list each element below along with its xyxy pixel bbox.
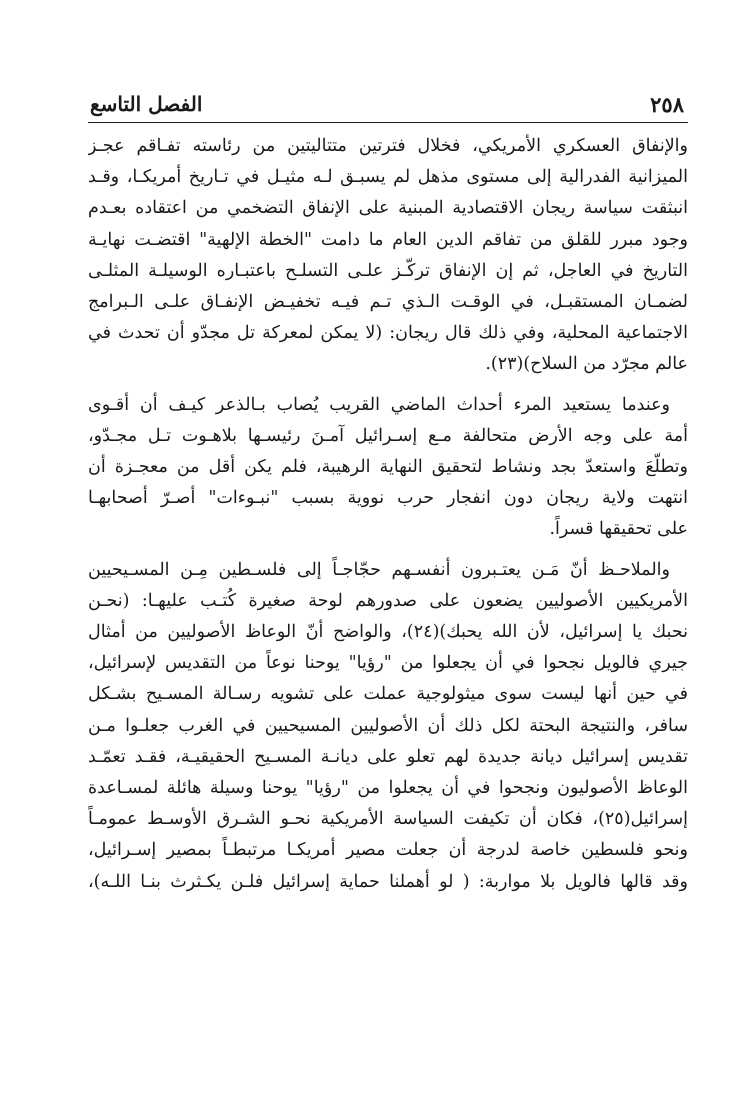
chapter-title: الفصل التاسع [90,92,203,116]
text-line: وقد قالها فالويل بلا مواربة: ( لو أهملنا حماية إسرائيل فلـن يكـثرث بنـا اللـه)، [88,871,688,892]
paragraph [88,390,688,546]
paragraph [88,555,688,898]
text-line: إسرائيل(٢٥)، فكان أن تكيفت السياسة الأمريكية نحـو الشـرق الأوسـط عمومـاً [88,809,688,830]
book-page [88,88,688,898]
text-line: الاجتماعية المحلية، وفي ذلك قال ريجان: (لا يمكن لمعركة تل مجدّو أن تحدث في [88,323,688,344]
text-line: أمة على وجه الأرض متحالفة مـع إسـرائيل آمـنَ رئيسـها بلاهـوت تـل مجـدّو، [88,425,688,446]
text-line: انبثقت سياسة ريجان الاقتصادية المبنية على الإنفاق التضخمي من اعتقاده بعـدم [88,198,688,219]
text-line: الأمريكيين الأصوليين يضعون على صدورهم لوحة صغيرة كُتـب عليهـا: (نحـن [88,590,688,611]
text-line: التاريخ في العاجل، ثم إن الإنفاق تركّـز علـى التسلـح باعتبـاره الوسيلـة المثلـى [88,260,688,281]
text-line: وجود مبرر للقلق من تفاقم الدين العام ما دامت "الخطة الإلهية" اقتضـت نهايـة [88,229,688,250]
text-line: ونحو فلسطين خاصة لدرجة أن جعلت مصير أمريكـا مرتبطـاً بمصير إسـرائيل، [88,840,688,861]
text-line: والملاحـظ أنّ مَـن يعتـبرون أنفسـهم حجّاجـاً إلى فلسـطين مِـن المسـيحيين [88,559,670,580]
text-line: جيري فالويل نجحوا في أن يجعلوا من "رؤيا" يوحنا نوعاً من التقديس لإسرائيل، [88,653,688,674]
text-line: نحبك يا إسرائيل، لأن الله يحبك)(٢٤)، والواضح أنّ الوعاظ الأصوليين من أمثال [88,622,688,643]
text-line: تقديس إسرائيل ديانة جديدة لهم تعلو على ديانـة المسـيح الحقيقيـة، فقـد تعمّـد [88,746,688,767]
text-line: انتهت ولاية ريجان دون انفجار حرب نووية بسبب "نبـوءات" أصـرّ أصحابهـا [88,488,688,509]
page-number: ٢٥٨ [650,92,684,117]
text-line: عالم مجرّد من السلاح)(٢٣). [485,354,688,375]
text-line: لضمـان المستقبـل، في الوقـت الـذي تـم فيـه تخفيـض الإنفـاق علـى الـبرامج [88,292,688,313]
text-line: في حين أنها ليست سوى ميثولوجية عملت على تشويه رسـالة المسـيح بشـكل [88,684,688,705]
text-line: على تحقيقها قسراً. [549,519,688,540]
page-header [88,88,688,123]
text-line: الوعاظ الأصوليون ونجحوا في أن يجعلوا من "رؤيا" يوحنا وسيلة هائلة لمسـاعدة [88,778,688,799]
text-line: وتطلّعَ واستعدّ بجد ونشاط لتحقيق النهاية الرهيبة، فلم يكن أقل من معجـزة أن [88,457,688,478]
text-line: الميزانية الفدرالية إلى مستوى مذهل لم يسبـق لـه مثيـل في تـاريخ أمريكـا، وقـد [88,167,688,188]
paragraph [88,131,688,381]
text-line: والإنفاق العسكري الأمريكي، فخلال فترتين متتاليتين من رئاسته تفـاقم عجـز [88,136,688,156]
text-line: سافر، والنتيجة البحتة لكل ذلك أن الأصوليين المسيحيين في الغرب جعلـوا مـن [88,715,688,736]
page-body [88,131,688,898]
text-line: وعندما يستعيد المرء أحداث الماضي القريب يُصاب بـالذعر كيـف أن أقـوى [88,394,670,415]
